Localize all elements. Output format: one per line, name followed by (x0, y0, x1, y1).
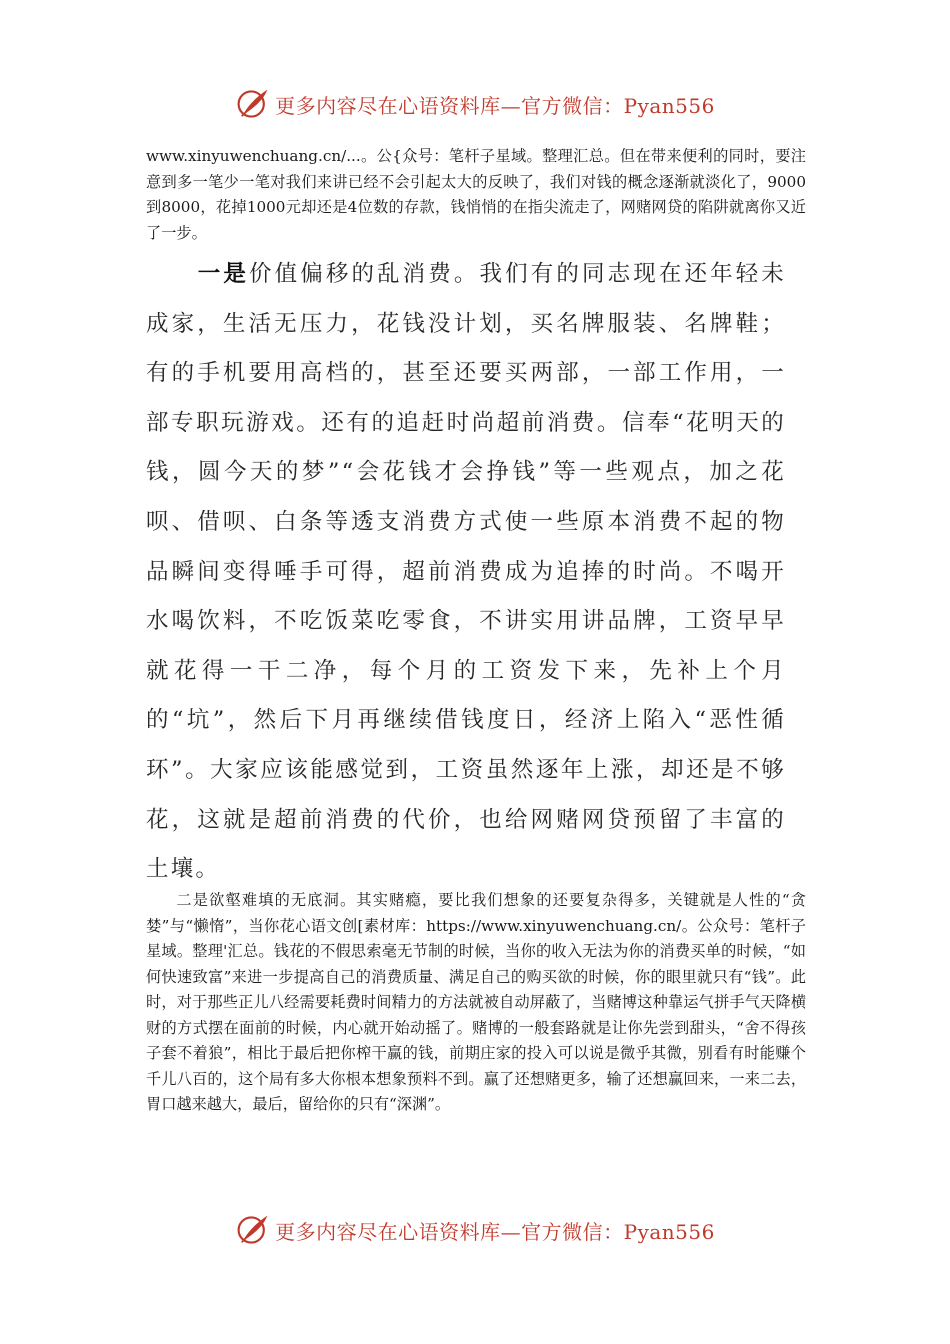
footer-banner-text: 更多内容尽在心语资料库—官方微信：Pyan556 (275, 1219, 715, 1244)
paragraph-intro-continued: www.xinyuwenchuang.cn/...。公{众号：笔杆子星域。整理汇总。但在带来便利的同时，要注意到多一笔少一笔对我们来讲已经不会引起太大的反映了，我们对钱的概念逐渐就淡化了，9000到8000，花掉1000元却还是4位数的存款，钱悄悄的在指尖流走了，网赌网贷的陷阱就离你又近了一步。 (146, 147, 806, 242)
header-banner (0, 84, 950, 124)
quill-pen-logo-icon (235, 86, 271, 122)
paragraph-point-two: 二是欲壑难填的无底洞。其实赌瘾，要比我们想象的还要复杂得多，关键就是人性的“贪婪”与“懒惰”，当你花心语文创[素材库：https://www.xinyuwenchuang.cn/。公众号：笔杆子星域。整理'汇总。钱花的不假思索毫无节制的时候，当你的收入无法为你的消费买单的时候，“如何快速致富”来进一步提高自己的消费质量、满足自己的购买欲的时候，你的眼里就只有“钱”。此时，对于那些正儿八经需要耗费时间精力的方法就被自动屏蔽了，当赌博这种靠运气拼手气天降横财的方式摆在面前的时候，内心就开始动摇了。赌博的一般套路就是让你先尝到甜头，“舍不得孩子套不着狼”，相比于最后把你榨干赢的钱，前期庄家的投入可以说是微乎其微，别看有时能赚个千儿八百的，这个局有多大你根本想象预料不到。赢了还想赌更多，输了还想赢回来，一来二去，胃口越来越大，最后，留给你的只有“深渊”。 (146, 891, 806, 1113)
point-one-lead: 一是 (197, 261, 249, 287)
header-banner-text: 更多内容尽在心语资料库—官方微信：Pyan556 (275, 93, 715, 118)
paragraph-point-one (146, 250, 786, 895)
point-one-body: 价值偏移的乱消费。我们有的同志现在还年轻未成家，生活无压力，花钱没计划，买名牌服装、名牌鞋；有的手机要用高档的，甚至还要买两部，一部工作用，一部专职玩游戏。还有的追赶时尚超前消费。信奉“花明天的钱，圆今天的梦”“会花钱才会挣钱”等一些观点，加之花呗、借呗、白条等透支消费方式使一些原本消费不起的物品瞬间变得唾手可得，超前消费成为追捧的时尚。不喝开水喝饮料，不吃饭菜吃零食，不讲实用讲品牌，工资早早就花得一干二净，每个月的工资发下来，先补上个月的“坑”，然后下月再继续借钱度日，经济上陷入“恶性循环”。大家应该能感觉到，工资虽然逐年上涨，却还是不够花，这就是超前消费的代价，也给网赌网贷预留了丰富的土壤。 (146, 261, 786, 883)
footer-banner (0, 1210, 950, 1250)
quill-pen-logo-icon (235, 1212, 271, 1248)
